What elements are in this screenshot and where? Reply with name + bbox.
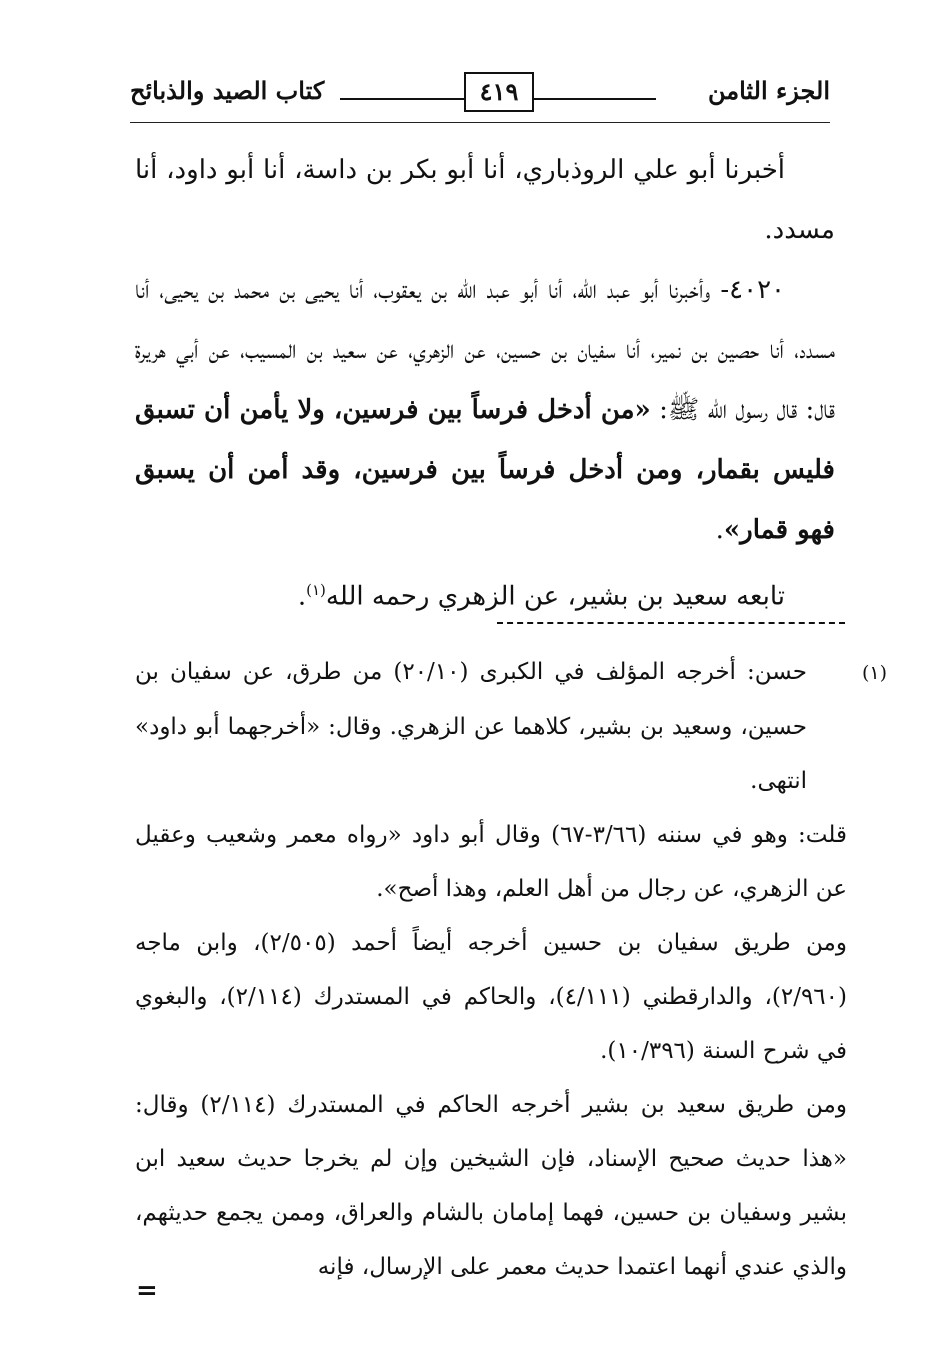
header-volume: الجزء الثامن — [707, 76, 830, 105]
mutaba-text: تابعه سعيد بن بشير، عن الزهري رحمه الله — [325, 581, 785, 612]
header-rule — [130, 122, 830, 123]
footnote-paragraph-4: ومن طريق سعيد بن بشير أخرجه الحاكم في المستدرك (٢/١١٤) وقال: «هذا حديث صحيح الإسناد، فإن الشيخين وإن لم يخرجا حديث سعيد ابن بشير وسفيان بن حسين، فهما إمامان بالشام والعراق، وممن يجمع حديثهم، والذي عندي أنهما اعتمدا حديث معمر على الإرسال، فإنه — [135, 1092, 847, 1280]
header-divider-right — [534, 98, 656, 100]
header-book-title: كتاب الصيد والذبائح — [130, 76, 325, 105]
hadith-end: . — [715, 515, 724, 545]
footnote-marker: (١) — [861, 662, 887, 684]
paragraph-mutaba — [135, 560, 835, 627]
hadith-chain: ٤٠٢٠- وأخبرنا أبو عبد الله، أنا أبو عبد الله بن يعقوب، أنا يحيى بن محمد بن يحيى، أنا مسدد، أنا حصين بن نمير، أنا سفيان بن حسين، عن الزهري، عن سعيد بن المسيب، عن أبي هريرة قال: قال رسول الله ﷺ: — [135, 275, 835, 425]
footnote-1 — [135, 645, 887, 808]
continuation-mark: = — [136, 1276, 158, 1306]
paragraph-hadith-4020 — [135, 260, 835, 560]
page-number: ٤١٩ — [464, 72, 534, 112]
mutaba-end: . — [297, 581, 307, 612]
hadith-matn: «من أدخل فرساً بين فرسين، ولا يأمن أن تسبق فليس بقمار، ومن أدخل فرساً بين فرسين، وقد أمن أن يسبق فهو قمار» — [135, 395, 835, 545]
header-divider-left — [340, 98, 464, 100]
footnote-1-text: حسن: أخرجه المؤلف في الكبرى (٢٠/١٠) من طرق، عن سفيان بن حسين، وسعيد بن بشير، كلاهما عن الزهري. وقال: «أخرجهما أبو داود» انتهى. — [135, 659, 807, 794]
footnote-separator — [497, 622, 845, 624]
page-header — [130, 66, 830, 126]
footnote-paragraph-2: قلت: وهو في سننه (٣/٦٦-٦٧) وقال أبو داود «رواه معمر وشعيب وعقيل عن الزهري، عن رجال من أهل العلم، وهذا أصح». — [135, 822, 847, 902]
main-text — [135, 140, 835, 627]
footnote-ref[interactable]: (١) — [306, 581, 326, 599]
footnotes — [135, 645, 887, 1294]
footnote-paragraph-3: ومن طريق سفيان بن حسين أخرجه أيضاً أحمد (٢/٥٠٥)، وابن ماجه (٢/٩٦٠)، والدارقطني (٤/١١١)، والحاكم في المستدرك (٢/١١٤)، والبغوي في شرح السنة (١٠/٣٩٦). — [135, 930, 847, 1064]
paragraph-isnad-1: أخبرنا أبو علي الروذباري، أنا أبو بكر بن داسة، أنا أبو داود، أنا مسدد. — [135, 155, 835, 245]
